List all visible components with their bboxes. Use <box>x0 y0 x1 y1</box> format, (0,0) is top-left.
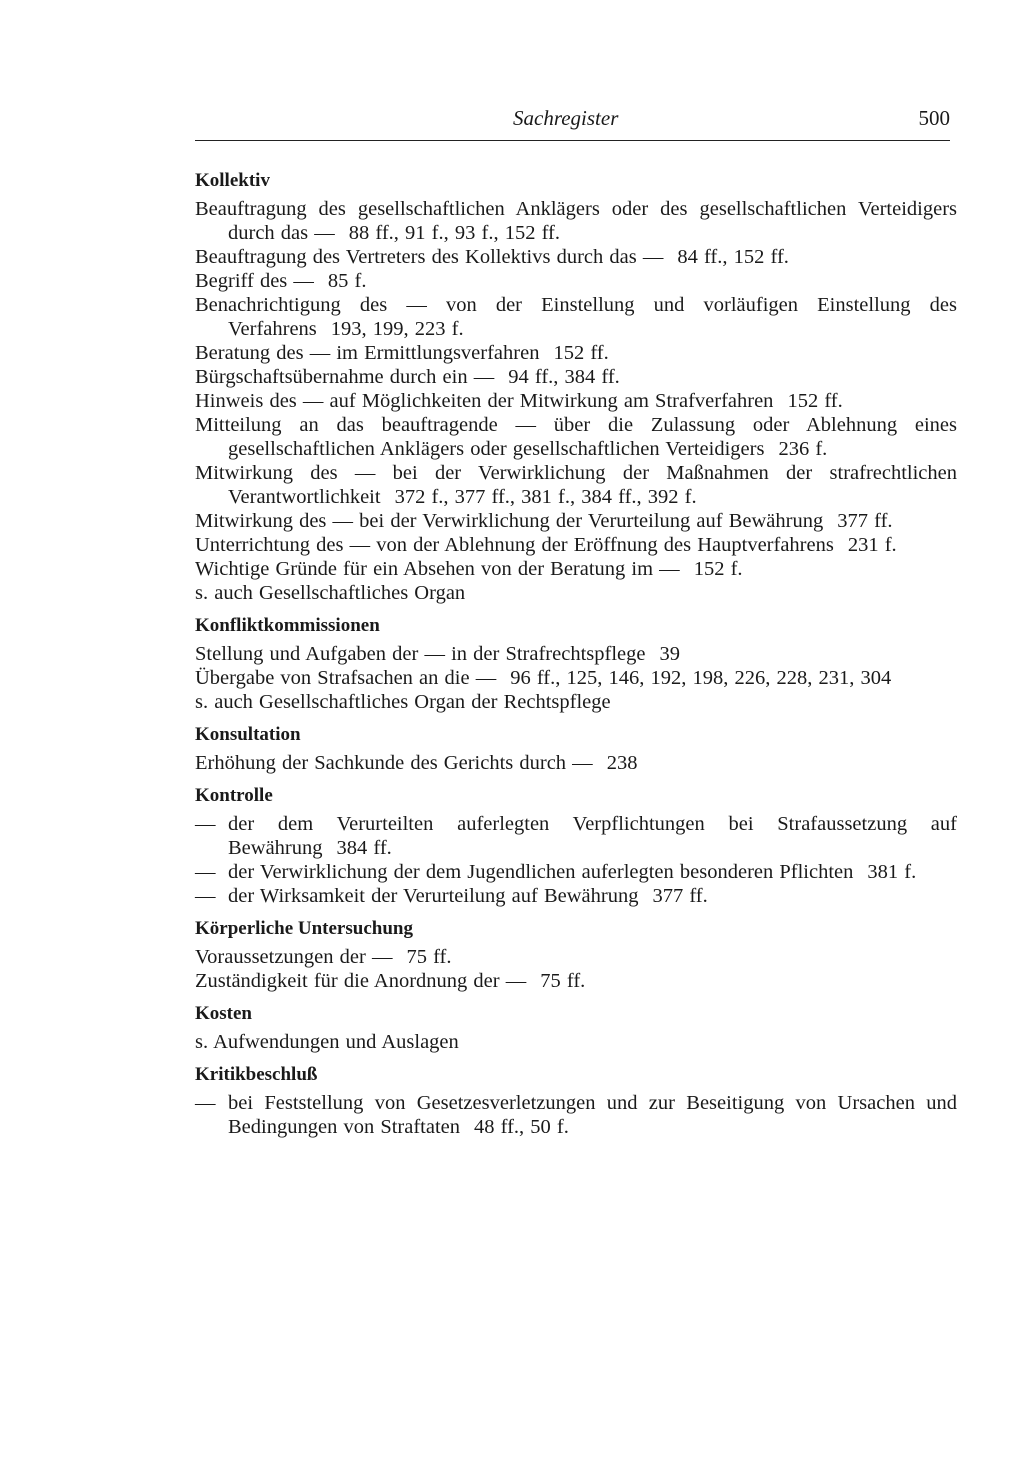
index-heading: Kontrolle <box>195 785 273 806</box>
entry-page-refs: 238 <box>606 752 638 774</box>
entry-text: Voraussetzungen der — <box>195 946 393 968</box>
index-entry <box>195 884 957 908</box>
index-entry <box>195 269 957 293</box>
entry-page-refs: 236 f. <box>778 438 828 460</box>
index-section <box>195 1062 957 1139</box>
entry-page-refs: 48 ff., 50 f. <box>474 1116 569 1138</box>
entry-page-refs: 152 ff. <box>553 342 609 364</box>
index-section <box>195 613 957 714</box>
index-section <box>195 1001 957 1054</box>
index-entry <box>195 557 957 581</box>
index-content <box>195 168 957 1147</box>
entry-page-refs: 193, 199, 223 f. <box>330 318 464 340</box>
page-number: 500 <box>918 106 950 130</box>
entry-page-refs: 84 ff., 152 ff. <box>677 246 789 268</box>
entry-text: der dem Verurteilten auferlegten Verpflichtungen bei Strafaussetzung auf Bewährung <box>228 813 957 859</box>
running-head-title: Sachregister <box>513 106 619 130</box>
index-entry <box>195 1091 957 1139</box>
index-entry <box>195 969 957 993</box>
index-entry <box>195 293 957 341</box>
entry-page-refs: 94 ff., 384 ff. <box>508 366 620 388</box>
index-section <box>195 168 957 605</box>
index-entry <box>195 197 957 245</box>
entry-page-refs: 75 ff. <box>406 946 452 968</box>
index-entry <box>195 945 957 969</box>
index-entry <box>195 812 957 860</box>
index-entry <box>195 860 957 884</box>
entry-page-refs: 372 f., 377 ff., 381 f., 384 ff., 392 f. <box>394 486 697 508</box>
entry-dash: — <box>195 813 216 835</box>
index-heading: Kritikbeschluß <box>195 1064 318 1085</box>
entry-text: Bürgschaftsübernahme durch ein — <box>195 366 495 388</box>
entry-page-refs: 377 ff. <box>837 510 893 532</box>
entry-text: Mitteilung an das beauftragende — über die Zulassung oder Ablehnung eines gesellschaftlichen Anklägers oder gesellschaftlichen Verteidigers <box>195 414 957 460</box>
entry-page-refs: 85 f. <box>327 270 367 292</box>
index-entry <box>195 751 957 775</box>
entry-dash: — <box>195 1092 216 1114</box>
entry-text: Übergabe von Strafsachen an die — <box>195 667 497 689</box>
entry-text: Erhöhung der Sachkunde des Gerichts durch — <box>195 752 593 774</box>
index-section <box>195 783 957 908</box>
entry-page-refs: 152 f. <box>693 558 743 580</box>
entry-page-refs: 384 ff. <box>336 837 392 859</box>
entry-text: bei Feststellung von Gesetzesverletzungen und zur Beseitigung von Ursachen und Bedingungen von Straftaten <box>228 1092 957 1138</box>
entry-text: Wichtige Gründe für ein Absehen von der Beratung im — <box>195 558 680 580</box>
entry-text: der Wirksamkeit der Verurteilung auf Bewährung <box>228 885 639 907</box>
index-entry <box>195 509 957 533</box>
entry-text: Mitwirkung des — bei der Verwirklichung der Maßnahmen der strafrechtlichen Verantwortlichkeit <box>195 462 957 508</box>
entry-text: s. auch Gesellschaftliches Organ <box>195 582 466 604</box>
entry-page-refs: 75 ff. <box>540 970 586 992</box>
index-entry <box>195 389 957 413</box>
index-entry <box>195 245 957 269</box>
index-entry <box>195 581 957 605</box>
running-head <box>195 106 950 136</box>
index-entry <box>195 341 957 365</box>
entry-text: Mitwirkung des — bei der Verwirklichung der Verurteilung auf Bewährung <box>195 510 824 532</box>
entry-dash: — <box>195 885 216 907</box>
index-entry <box>195 413 957 461</box>
index-heading: Kosten <box>195 1003 252 1024</box>
index-heading: Konfliktkommissionen <box>195 615 380 636</box>
index-entry <box>195 690 957 714</box>
entry-text: der Verwirklichung der dem Jugendlichen auferlegten besonderen Pflichten <box>228 861 854 883</box>
index-entry <box>195 1030 957 1054</box>
entry-text: Beratung des — im Ermittlungsverfahren <box>195 342 540 364</box>
entry-text: Beauftragung des gesellschaftlichen Anklägers oder des gesellschaftlichen Verteidigers durch das — <box>195 198 957 244</box>
entry-text: Stellung und Aufgaben der — in der Strafrechtspflege <box>195 643 646 665</box>
index-section <box>195 916 957 993</box>
entry-text: Beauftragung des Vertreters des Kollektivs durch das — <box>195 246 664 268</box>
index-entry <box>195 365 957 389</box>
index-entry <box>195 666 957 690</box>
entry-page-refs: 39 <box>659 643 680 665</box>
entry-page-refs: 381 f. <box>867 861 917 883</box>
entry-text: Benachrichtigung des — von der Einstellung und vorläufigen Einstellung des Verfahrens <box>195 294 957 340</box>
entry-page-refs: 88 ff., 91 f., 93 f., 152 ff. <box>348 222 560 244</box>
entry-text: Hinweis des — auf Möglichkeiten der Mitwirkung am Strafverfahren <box>195 390 774 412</box>
entry-text: Unterrichtung des — von der Ablehnung der Eröffnung des Hauptverfahrens <box>195 534 834 556</box>
index-entry <box>195 461 957 509</box>
entry-page-refs: 377 ff. <box>652 885 708 907</box>
entry-dash: — <box>195 861 216 883</box>
index-heading: Körperliche Untersuchung <box>195 918 413 939</box>
index-section <box>195 722 957 775</box>
entry-text: s. Aufwendungen und Auslagen <box>195 1031 459 1053</box>
entry-page-refs: 152 ff. <box>787 390 843 412</box>
entry-page-refs: 96 ff., 125, 146, 192, 198, 226, 228, 231, 304 <box>510 667 892 689</box>
index-heading: Konsultation <box>195 724 301 745</box>
entry-text: Begriff des — <box>195 270 314 292</box>
index-entry <box>195 642 957 666</box>
entry-text: Zuständigkeit für die Anordnung der — <box>195 970 527 992</box>
index-entry <box>195 533 957 557</box>
entry-page-refs: 231 f. <box>847 534 897 556</box>
entry-text: s. auch Gesellschaftliches Organ der Rechtspflege <box>195 691 611 713</box>
header-rule <box>195 140 950 141</box>
index-heading: Kollektiv <box>195 170 270 191</box>
